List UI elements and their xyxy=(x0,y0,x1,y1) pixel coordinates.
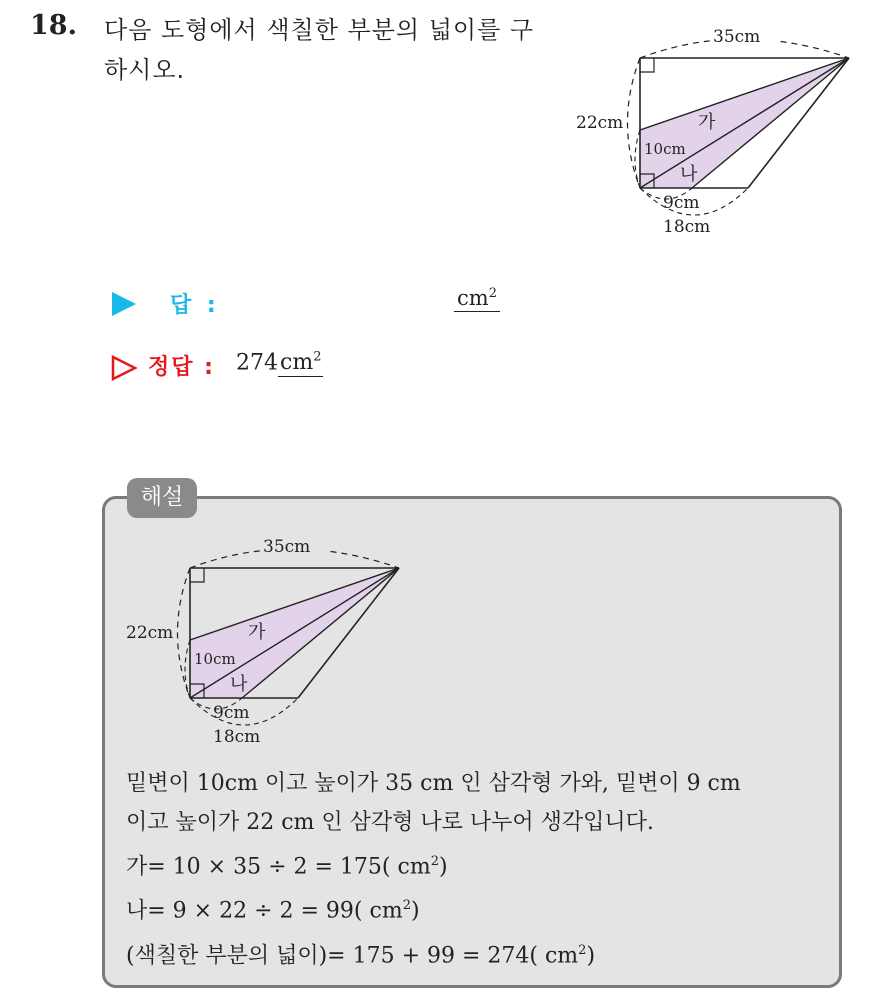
correct-row xyxy=(110,350,610,390)
explanation-line4-text: 나= 9 × 22 ÷ 2 = 99( cm xyxy=(126,898,403,924)
correct-value xyxy=(236,350,323,375)
close-paren: ) xyxy=(438,854,448,880)
explanation-tag: 해설 xyxy=(127,478,197,518)
expl-label-ga: 가 xyxy=(248,622,266,643)
label-35cm: 35cm xyxy=(713,27,761,47)
explanation-line2: 이고 높이가 22 cm 인 삼각형 나로 나누어 생각입니다. xyxy=(126,810,654,835)
answer-unit-text: cm xyxy=(457,286,489,310)
explanation-line5-text: (색칠한 부분의 넓이)= 175 + 99 = 274( cm xyxy=(126,942,579,968)
expl-label-22cm: 22cm xyxy=(126,623,174,643)
expl-label-35cm: 35cm xyxy=(263,537,311,557)
expl-label-18cm: 18cm xyxy=(213,727,261,747)
label-18cm: 18cm xyxy=(663,217,711,237)
expl-label-10cm: 10cm xyxy=(194,650,236,668)
question-figure xyxy=(570,20,870,250)
correct-unit xyxy=(278,350,323,377)
exp: 2 xyxy=(430,854,439,869)
label-22cm: 22cm xyxy=(576,113,624,133)
question-text xyxy=(104,10,574,90)
explanation-line1: 밑변이 10cm 이고 높이가 35 cm 인 삼각형 가와, 밑변이 9 cm xyxy=(126,771,741,796)
question-text-line2: 하시오. xyxy=(104,56,186,84)
close-paren: ) xyxy=(410,898,420,924)
question-text-line1: 다음 도형에서 색칠한 부분의 넓이를 구 xyxy=(104,16,535,44)
expl-label-9cm: 9cm xyxy=(213,703,250,723)
answer-unit-exp: 2 xyxy=(488,286,497,301)
label-na: 나 xyxy=(680,164,698,185)
explanation-figure xyxy=(120,530,420,760)
outline-triangle-icon xyxy=(110,354,138,382)
answer-label: 답 : xyxy=(170,293,220,318)
explanation-line3-text: 가= 10 × 35 ÷ 2 = 175( cm xyxy=(126,854,431,880)
answer-row xyxy=(110,286,610,326)
explanation-line3 xyxy=(126,842,826,886)
close-paren: ) xyxy=(586,942,596,968)
correct-number: 274 xyxy=(236,350,278,376)
explanation-line5 xyxy=(126,931,826,975)
correct-unit-exp: 2 xyxy=(313,350,322,365)
exp: 2 xyxy=(578,942,587,958)
label-10cm: 10cm xyxy=(644,140,686,158)
play-triangle-icon xyxy=(110,290,138,318)
explanation-line4 xyxy=(126,886,826,930)
question-number: 18. xyxy=(30,10,77,41)
exp: 2 xyxy=(402,898,411,914)
correct-label: 정답 : xyxy=(148,355,215,380)
answer-unit[interactable] xyxy=(454,286,500,312)
label-9cm: 9cm xyxy=(663,193,700,213)
label-ga: 가 xyxy=(698,112,716,133)
expl-label-na: 나 xyxy=(230,674,248,695)
explanation-text xyxy=(126,764,826,975)
correct-unit-text: cm xyxy=(280,350,314,376)
